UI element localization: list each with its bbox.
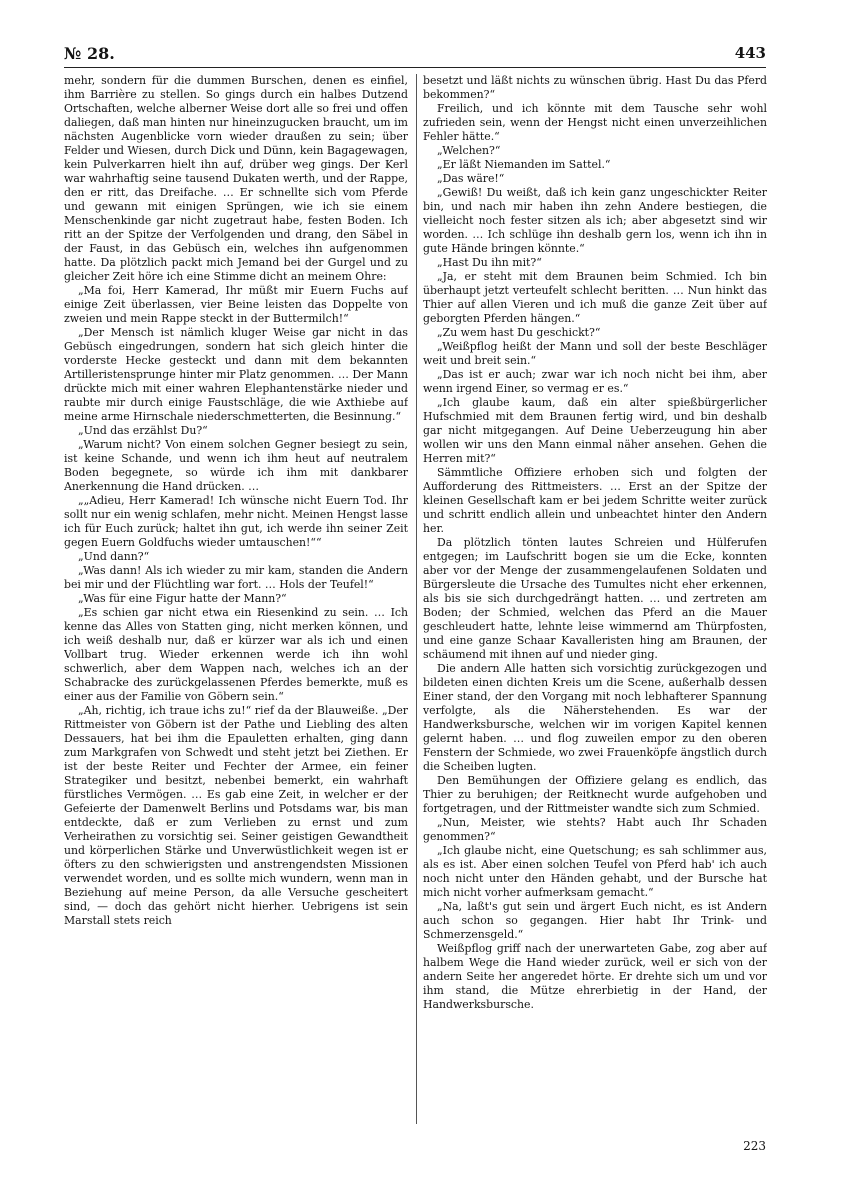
paragraph: „Zu wem hast Du geschickt?“: [437, 326, 601, 339]
paragraph: „Was dann! Als ich wieder zu mir kam, standen die Andern bei mir und der Flüchtling war fort. … Hols der Teufel!“: [64, 564, 408, 591]
paragraph: „Das ist er auch; zwar war ich noch nicht bei ihm, aber wenn irgend Einer, so vermag er es.“: [423, 368, 767, 395]
paragraph: Da plötzlich tönten lautes Schreien und Hülferufen entgegen; im Laufschritt bogen sie um die Ecke, konnten aber vor der Menge der zusammengelaufenen Soldaten und Bürgersleute die Ursache des Tumultes nicht eher erkennen, als bis sie sich durchgedrängt hatten. … und zertreten am Boden; der Schmied, welchen das Pferd an die Mauer geschleudert hatte, lehnte leise wimmernd am Thürpfosten, und eine ganze Schaar Kavalleristen hing am Braunen, der schäumend mit ihnen auf und nieder ging.: [423, 536, 767, 661]
column-divider: [416, 74, 417, 1124]
paragraph: „Der Mensch ist nämlich kluger Weise gar nicht in das Gebüsch eingedrungen, sondern hat sich gleich hinter die vorderste Hecke gesteckt und dann mit dem bekannten Artilleristensprunge hinter mir Platz genommen. … Der Mann drückte mich mit einer wahren Elephantenstärke nieder und raubte mir durch einige Faustschläge, die wie Axthiebe auf meine arme Hirnschale niederschmetterten, die Besinnung.“: [64, 326, 408, 423]
right-column: [423, 74, 767, 1134]
paragraph: Sämmtliche Offiziere erhoben sich und folgten der Aufforderung des Rittmeisters. … Erst an der Spitze der kleinen Gesellschaft kam er bei jedem Schritte weiter zurück und schritt endlich allein und unbeachtet hinter den Andern her.: [423, 466, 767, 535]
paragraph: „Nun, Meister, wie stehts? Habt auch Ihr Schaden genommen?“: [423, 816, 767, 843]
paragraph: „Gewiß! Du weißt, daß ich kein ganz ungeschickter Reiter bin, und nach mir haben ihn zehn Andere bestiegen, die vielleicht noch fester sitzen als ich; aber abgesetzt sind wir worden. … Ich schlüge ihn deshalb gern los, wenn ich ihn in gute Hände bringen könnte.“: [423, 186, 767, 255]
paragraph: „Na, laßt's gut sein und ärgert Euch nicht, es ist Andern auch schon so gegangen. Hier habt Ihr Trink- und Schmerzensgeld.“: [423, 900, 767, 941]
paragraph: „Er läßt Niemanden im Sattel.“: [437, 158, 611, 171]
paragraph: „Und das erzählst Du?“: [78, 424, 208, 437]
paragraph: „„Adieu, Herr Kamerad! Ich wünsche nicht Euern Tod. Ihr sollt nur ein wenig schlafen, mehr nicht. Meinen Hengst lasse ich für Euch zurück; haltet ihn gut, ich werde ihn seiner Zeit gegen Euern Goldfuchs wieder umtauschen!““: [64, 494, 408, 549]
paragraph: „Das wäre!“: [437, 172, 505, 185]
paragraph: „Welchen?“: [437, 144, 501, 157]
paragraph: Weißpflog griff nach der unerwarteten Gabe, zog aber auf halbem Wege die Hand wieder zurück, weil er sich von der andern Seite her angeredet hörte. Er drehte sich um und vor ihm stand, die Mütze ehrerbietig in der Hand, der Handwerksbursche.: [423, 942, 767, 1011]
paragraph: Den Bemühungen der Offiziere gelang es endlich, das Thier zu beruhigen; der Reitknecht wurde aufgehoben und fortgetragen, und der Rittmeister wandte sich zum Schmied.: [423, 774, 767, 815]
paragraph: „Ich glaube nicht, eine Quetschung; es sah schlimmer aus, als es ist. Aber einen solchen Teufel von Pferd hab' ich auch noch nicht unter den Händen gehabt, und der Bursche hat mich nicht vorher aufmerksam gemacht.“: [423, 844, 767, 899]
paragraph: besetzt und läßt nichts zu wünschen übrig. Hast Du das Pferd bekommen?“: [423, 74, 767, 101]
paragraph: Die andern Alle hatten sich vorsichtig zurückgezogen und bildeten einen dichten Kreis um die Scene, außerhalb dessen Einer stand, der den Vorgang mit noch lebhafterer Spannung verfolgte, als die Näherstehenden. Es war der Handwerksbursche, welchen wir im vorigen Kapitel kennen gelernt haben. … und flog zuweilen empor zu den oberen Fenstern der Schmiede, wo zwei Frauenköpfe ängstlich durch die Scheiben lugten.: [423, 662, 767, 773]
paragraph: „Ma foi, Herr Kamerad, Ihr müßt mir Euern Fuchs auf einige Zeit überlassen, vier Beine leisten das Doppelte von zweien und mein Rappe steckt in der Buttermilch!“: [64, 284, 408, 325]
page-number: 443: [734, 44, 766, 62]
page-header: [64, 44, 766, 66]
issue-number: № 28.: [64, 44, 115, 63]
paragraph: „Ja, er steht mit dem Braunen beim Schmied. Ich bin überhaupt jetzt verteufelt schlecht beritten. … Nun hinkt das Thier auf allen Vieren und ich muß die ganze Zeit über auf geborgten Pferden hängen.“: [423, 270, 767, 325]
paragraph: „Und dann?“: [78, 550, 150, 563]
paragraph: Freilich, und ich könnte mit dem Tausche sehr wohl zufrieden sein, wenn der Hengst nicht einen unverzeihlichen Fehler hätte.“: [423, 102, 767, 143]
paragraph: mehr, sondern für die dummen Burschen, denen es einfiel, ihm Barrière zu stellen. So gings durch ein halbes Dutzend Ortschaften, welche alberner Weise dort alle so frei und offen daliegen, daß man hinten nur hineinzugucken braucht, um im nächsten Augenblicke vorn wieder draußen zu sein; über Felder und Wiesen, durch Dick und Dünn, kein Bagagewagen, kein Pulverkarren hielt ihn auf, drüber weg gings. Der Kerl war wahrhaftig seine tausend Dukaten werth, und der Rappe, den er ritt, das Dreifache. … Er schnellte sich vom Pferde und gewann mit einigen Sprüngen, wie ich sie einem Menschenkinde gar nicht zugetraut habe, festen Boden. Ich ritt an der Spitze der Verfolgenden und drang, den Säbel in der Faust, in das Gebüsch ein, welches ihn aufgenommen hatte. Da plötzlich packt mich Jemand bei der Gurgel und zu gleicher Zeit höre ich eine Stimme dicht an meinem Ohre:: [64, 74, 408, 283]
paragraph: „Ah, richtig, ich traue ichs zu!“ rief da der Blauweiße. „Der Rittmeister von Göbern ist der Pathe und Liebling des alten Dessauers, hat bei ihm die Epauletten erhalten, ging dann zum Markgrafen von Schwedt und steht jetzt bei Ziethen. Er ist der beste Reiter und Fechter der Armee, ein feiner Strategiker und besitzt, nebenbei bemerkt, ein wahrhaft fürstliches Vermögen. … Es gab eine Zeit, in welcher er der Gefeierte der Damenwelt Berlins und Potsdams war, bis man entdeckte, daß er zum Verlieben zu ernst und zum Verheirathen zu vorsichtig sei. Seiner geistigen Gewandtheit und körperlichen Stärke und Unverwüstlichkeit wegen ist er öfters zu den schwierigsten und anstrengendsten Missionen verwendet worden, und es sollte mich wundern, wenn man in Beziehung auf meine Person, da alle Versuche gescheitert sind, — doch das gehört nicht hierher. Uebrigens ist sein Marstall stets reich: [64, 704, 408, 927]
paragraph: „Warum nicht? Von einem solchen Gegner besiegt zu sein, ist keine Schande, und wenn ich ihm heut auf neutralem Boden begegnete, so würde ich ihm mit dankbarer Anerkennung die Hand drücken. …: [64, 438, 408, 493]
paragraph: „Was für eine Figur hatte der Mann?“: [78, 592, 287, 605]
paragraph: „Es schien gar nicht etwa ein Riesenkind zu sein. … Ich kenne das Alles von Statten ging, nicht merken können, und ich weiß deshalb nur, daß er kürzer war als ich und einen Vollbart trug. Wieder erkennen werde ich ihn wohl schwerlich, aber dem Wappen nach, welches ich an der Schabracke des zurückgelassenen Pferdes bemerkte, muß es einer aus der Familie von Göbern sein.“: [64, 606, 408, 703]
sheet-number: 223: [743, 1139, 766, 1153]
header-rule: [64, 67, 766, 68]
paragraph: „Ich glaube kaum, daß ein alter spießbürgerlicher Hufschmied mit dem Braunen fertig wird, und bin deshalb gar nicht mitgegangen. Auf Deine Ueberzeugung hin aber wollen wir uns den Mann einmal näher ansehen. Gehen die Herren mit?“: [423, 396, 767, 465]
paragraph: „Weißpflog heißt der Mann und soll der beste Beschläger weit und breit sein.“: [423, 340, 767, 367]
paragraph: „Hast Du ihn mit?“: [437, 256, 542, 269]
left-column: [64, 74, 408, 1134]
